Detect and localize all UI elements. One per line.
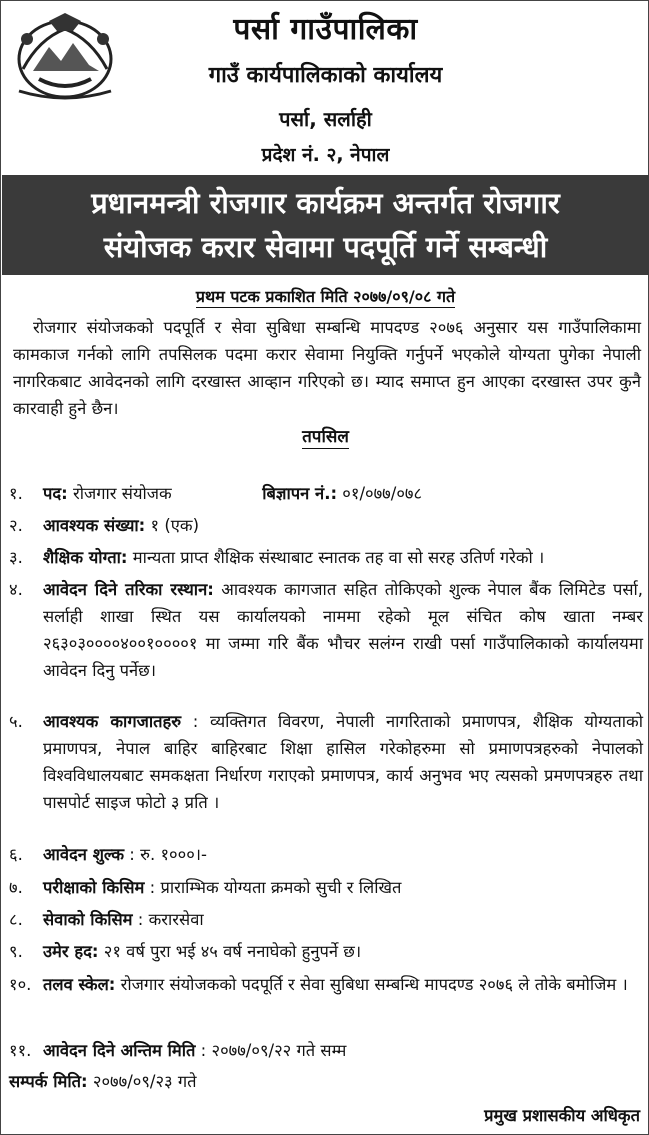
item-label-2: बिज्ञापन नं.: <box>262 484 338 503</box>
item-label: आवश्यक संख्या: <box>43 516 146 535</box>
item-text: मान्यता प्राप्त शैक्षिक संस्थाबाट स्नातक तह वा सो सरह उतिर्ण गरेको । <box>127 548 545 567</box>
item-number: ९. <box>9 942 23 961</box>
list-item <box>9 708 643 816</box>
item-number: ११. <box>9 1041 32 1060</box>
item-number: १०. <box>9 975 32 994</box>
province-line: प्रदेश नं. २, नेपाल <box>261 144 390 166</box>
item-label: तलव स्केल: <box>43 975 116 994</box>
item-text: : करारसेवा <box>132 910 204 929</box>
office-location: पर्सा, सर्लाही <box>279 107 372 131</box>
item-label: सेवाको किसिम <box>43 910 133 929</box>
item-text-2: ०१/०७७/०७८ <box>337 484 423 503</box>
signature-title: प्रमुख प्रशासकीय अधिकृत <box>484 1106 640 1125</box>
item-text: रोजगार संयोजकको पदपूर्ति र सेवा सुबिधा सम्बन्धि मापदण्ड २०७६ ले तोके बमोजिम । <box>115 975 628 994</box>
item-label: आवेदन शुल्क <box>43 845 125 864</box>
item-number: २. <box>9 516 23 535</box>
item-number: ५. <box>9 712 23 731</box>
item-label: उमेर हद: <box>43 942 99 961</box>
header <box>1 1 648 173</box>
details-heading-text: तपसिल <box>302 427 349 447</box>
item-text: १ (एक) <box>145 516 200 535</box>
item-label: आवेदन दिने तरिका रस्थान: <box>43 580 214 599</box>
item-text: : रु. १०००।- <box>124 845 207 864</box>
list-item <box>9 480 643 507</box>
list-item <box>9 841 643 868</box>
intro-paragraph: रोजगार संयोजकको पदपूर्ति र सेवा सुबिधा सम्बन्धि मापदण्ड २०७६ अनुसार यस गाउँपालिकामा कामकाज गर्नको लागि तपसिलक पदमा करार सेवामा नियुक्ति गर्नुपर्ने भएकोले योग्यता पुगेका नेपाली नागरिकबाट आवेदनको लागि दरखास्त आव्हान गरिएको छ। म्याद समाप्त हुन आएका दरखास्त उपर कुनै कारवाही हुने छैन। <box>13 318 641 418</box>
published-date-text: प्रथम पटक प्रकाशित मिति २०७७/०९/०८ गते <box>195 287 456 306</box>
list-item <box>9 874 643 901</box>
item-number: ६. <box>9 845 23 864</box>
item-label: परीक्षाको किसिम <box>43 878 145 897</box>
contact-date <box>9 1069 197 1092</box>
list-item <box>9 1037 643 1064</box>
details-heading <box>1 424 649 447</box>
list-item <box>9 971 643 998</box>
list-item <box>9 544 643 571</box>
item-number: १. <box>9 484 23 503</box>
item-number: ७. <box>9 878 23 897</box>
notice-title-banner <box>2 175 649 275</box>
item-text: आवश्यक कागजात सहित तोकिएको शुल्क नेपाल बैंक लिमिटेड पर्सा, सर्लाही शाखा स्थित यस कार्यालयको नाममा रहेको मूल संचित कोष खाता नम्बर २६३०३००००४००१००००१ मा जम्मा गरि बैंक भौचर सलंग्न राखी पर्सा गाउँपालिकाको कार्यालयमा आवेदन दिनु पर्नेछ। <box>43 580 643 680</box>
list-item <box>9 906 643 933</box>
item-text: : व्यक्तिगत विवरण, नेपाली नागरिताको प्रमाणपत्र, शैक्षिक योग्यताको प्रमाणपत्र, नेपाल बाहिर बाहिरबाट शिक्षा हासिल गरेकोहरुमा सो प्रमाणपत्रहरुको नेपालको विश्वविधालयबाट समकक्षता निर्धारण गराएको प्रमाणपत्र, कार्य अनुभव भए त्यसको प्रमणपत्रहरु तथा पासपोर्ट साइज फोटो ३ प्रति । <box>43 712 643 812</box>
contact-label: सम्पर्क मिति: <box>9 1072 88 1091</box>
office-name: गाउँ कार्यपालिकाको कार्यालय <box>208 63 443 88</box>
item-label: पद: <box>43 484 68 503</box>
item-label: आवश्यक कागजातहरु <box>43 712 182 731</box>
contact-value: २०७७/०९/२३ गते <box>87 1072 197 1091</box>
list-item <box>9 938 643 965</box>
municipality-name: पर्सा गाउँपालिका <box>233 12 418 47</box>
item-label: शैक्षिक योग्ता: <box>43 548 128 567</box>
item-number: ३. <box>9 548 23 567</box>
item-text: : प्राराम्भिक योग्यता क्रमको सुची र लिखित <box>144 878 402 897</box>
item-number: ८. <box>9 910 23 929</box>
item-number: ४. <box>9 580 23 599</box>
item-text: २१ वर्ष पुरा भई ४५ वर्ष ननाघेको हुनुपर्ने छ। <box>98 942 362 961</box>
title-line-2: संयोजक करार सेवामा पदपूर्ति गर्ने सम्बन्धी <box>103 230 548 264</box>
item-text: : २०७७/०९/२२ गते सम्म <box>195 1041 347 1060</box>
title-line-1: प्रधानमन्त्री रोजगार कार्यक्रम अन्तर्गत रोजगार <box>91 186 560 220</box>
item-text: रोजगार संयोजक <box>67 484 172 503</box>
item-label: आवेदन दिने अन्तिम मिति <box>43 1041 196 1060</box>
list-item <box>9 512 643 539</box>
list-item <box>9 576 643 684</box>
published-date <box>1 285 649 307</box>
